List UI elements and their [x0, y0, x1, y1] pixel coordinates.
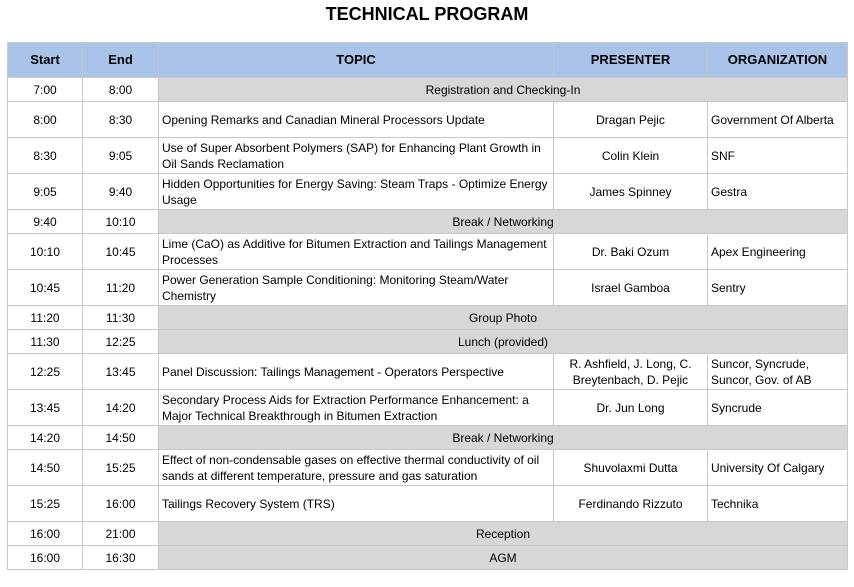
- session-label: Break / Networking: [159, 210, 848, 234]
- topic: Power Generation Sample Conditioning: Monitoring Steam/Water Chemistry: [159, 270, 554, 306]
- header-end: End: [83, 43, 159, 78]
- topic: Use of Super Absorbent Polymers (SAP) for Enhancing Plant Growth in Oil Sands Reclamation: [159, 138, 554, 174]
- start-time: 13:45: [8, 390, 83, 426]
- table-row: [8, 486, 848, 522]
- table-row: [8, 234, 848, 270]
- start-time: 10:45: [8, 270, 83, 306]
- topic: Tailings Recovery System (TRS): [159, 486, 554, 522]
- table-row: [8, 210, 848, 234]
- end-time: 15:25: [83, 450, 159, 486]
- session-label: Group Photo: [159, 306, 848, 330]
- presenter: Colin Klein: [554, 138, 708, 174]
- table-row: [8, 330, 848, 354]
- start-time: 16:00: [8, 522, 83, 546]
- start-time: 14:20: [8, 426, 83, 450]
- table-row: [8, 78, 848, 102]
- end-time: 8:30: [83, 102, 159, 138]
- start-time: 15:25: [8, 486, 83, 522]
- header-row: [8, 43, 848, 78]
- topic: Effect of non-condensable gases on effective thermal conductivity of oil sands at different temperature, pressure and gas saturation: [159, 450, 554, 486]
- start-time: 10:10: [8, 234, 83, 270]
- organization: Apex Engineering: [708, 234, 848, 270]
- start-time: 16:00: [8, 546, 83, 570]
- topic: Hidden Opportunities for Energy Saving: Steam Traps - Optimize Energy Usage: [159, 174, 554, 210]
- end-time: 13:45: [83, 354, 159, 390]
- end-time: 21:00: [83, 522, 159, 546]
- session-label: AGM: [159, 546, 848, 570]
- presenter: Dr. Baki Ozum: [554, 234, 708, 270]
- end-time: 12:25: [83, 330, 159, 354]
- end-time: 11:20: [83, 270, 159, 306]
- end-time: 9:05: [83, 138, 159, 174]
- presenter: R. Ashfield, J. Long, C. Breytenbach, D. Pejic: [554, 354, 708, 390]
- start-time: 12:25: [8, 354, 83, 390]
- presenter: Israel Gamboa: [554, 270, 708, 306]
- start-time: 8:00: [8, 102, 83, 138]
- start-time: 9:40: [8, 210, 83, 234]
- table-row: [8, 426, 848, 450]
- page-title: TECHNICAL PROGRAM: [325, 4, 529, 24]
- end-time: 14:20: [83, 390, 159, 426]
- table-row: [8, 522, 848, 546]
- organization: Syncrude: [708, 390, 848, 426]
- presenter: James Spinney: [554, 174, 708, 210]
- presenter: Shuvolaxmi Dutta: [554, 450, 708, 486]
- organization: Sentry: [708, 270, 848, 306]
- end-time: 8:00: [83, 78, 159, 102]
- session-label: Lunch (provided): [159, 330, 848, 354]
- table-row: [8, 306, 848, 330]
- presenter: Dragan Pejic: [554, 102, 708, 138]
- organization: Gestra: [708, 174, 848, 210]
- table-row: [8, 450, 848, 486]
- program-table: [7, 42, 848, 570]
- end-time: 16:00: [83, 486, 159, 522]
- header-topic: TOPIC: [159, 43, 554, 78]
- table-row: [8, 174, 848, 210]
- start-time: 11:20: [8, 306, 83, 330]
- start-time: 11:30: [8, 330, 83, 354]
- organization: SNF: [708, 138, 848, 174]
- topic: Lime (CaO) as Additive for Bitumen Extraction and Tailings Management Processes: [159, 234, 554, 270]
- organization: Government Of Alberta: [708, 102, 848, 138]
- end-time: 14:50: [83, 426, 159, 450]
- organization: Technika: [708, 486, 848, 522]
- start-time: 7:00: [8, 78, 83, 102]
- start-time: 14:50: [8, 450, 83, 486]
- end-time: 16:30: [83, 546, 159, 570]
- table-row: [8, 390, 848, 426]
- session-label: Reception: [159, 522, 848, 546]
- presenter: Ferdinando Rizzuto: [554, 486, 708, 522]
- table-row: [8, 138, 848, 174]
- end-time: 10:10: [83, 210, 159, 234]
- table-row: [8, 546, 848, 570]
- organization: University Of Calgary: [708, 450, 848, 486]
- session-label: Break / Networking: [159, 426, 848, 450]
- end-time: 9:40: [83, 174, 159, 210]
- table-row: [8, 102, 848, 138]
- header-organization: ORGANIZATION: [708, 43, 848, 78]
- end-time: 10:45: [83, 234, 159, 270]
- end-time: 11:30: [83, 306, 159, 330]
- topic: Panel Discussion: Tailings Management - Operators Perspective: [159, 354, 554, 390]
- topic: Secondary Process Aids for Extraction Performance Enhancement: a Major Technical Breakthrough in Bitumen Extraction: [159, 390, 554, 426]
- organization: Suncor, Syncrude, Suncor, Gov. of AB: [708, 354, 848, 390]
- start-time: 9:05: [8, 174, 83, 210]
- table-row: [8, 270, 848, 306]
- topic: Opening Remarks and Canadian Mineral Processors Update: [159, 102, 554, 138]
- session-label: Registration and Checking-In: [159, 78, 848, 102]
- presenter: Dr. Jun Long: [554, 390, 708, 426]
- start-time: 8:30: [8, 138, 83, 174]
- header-start: Start: [8, 43, 83, 78]
- table-row: [8, 354, 848, 390]
- header-presenter: PRESENTER: [554, 43, 708, 78]
